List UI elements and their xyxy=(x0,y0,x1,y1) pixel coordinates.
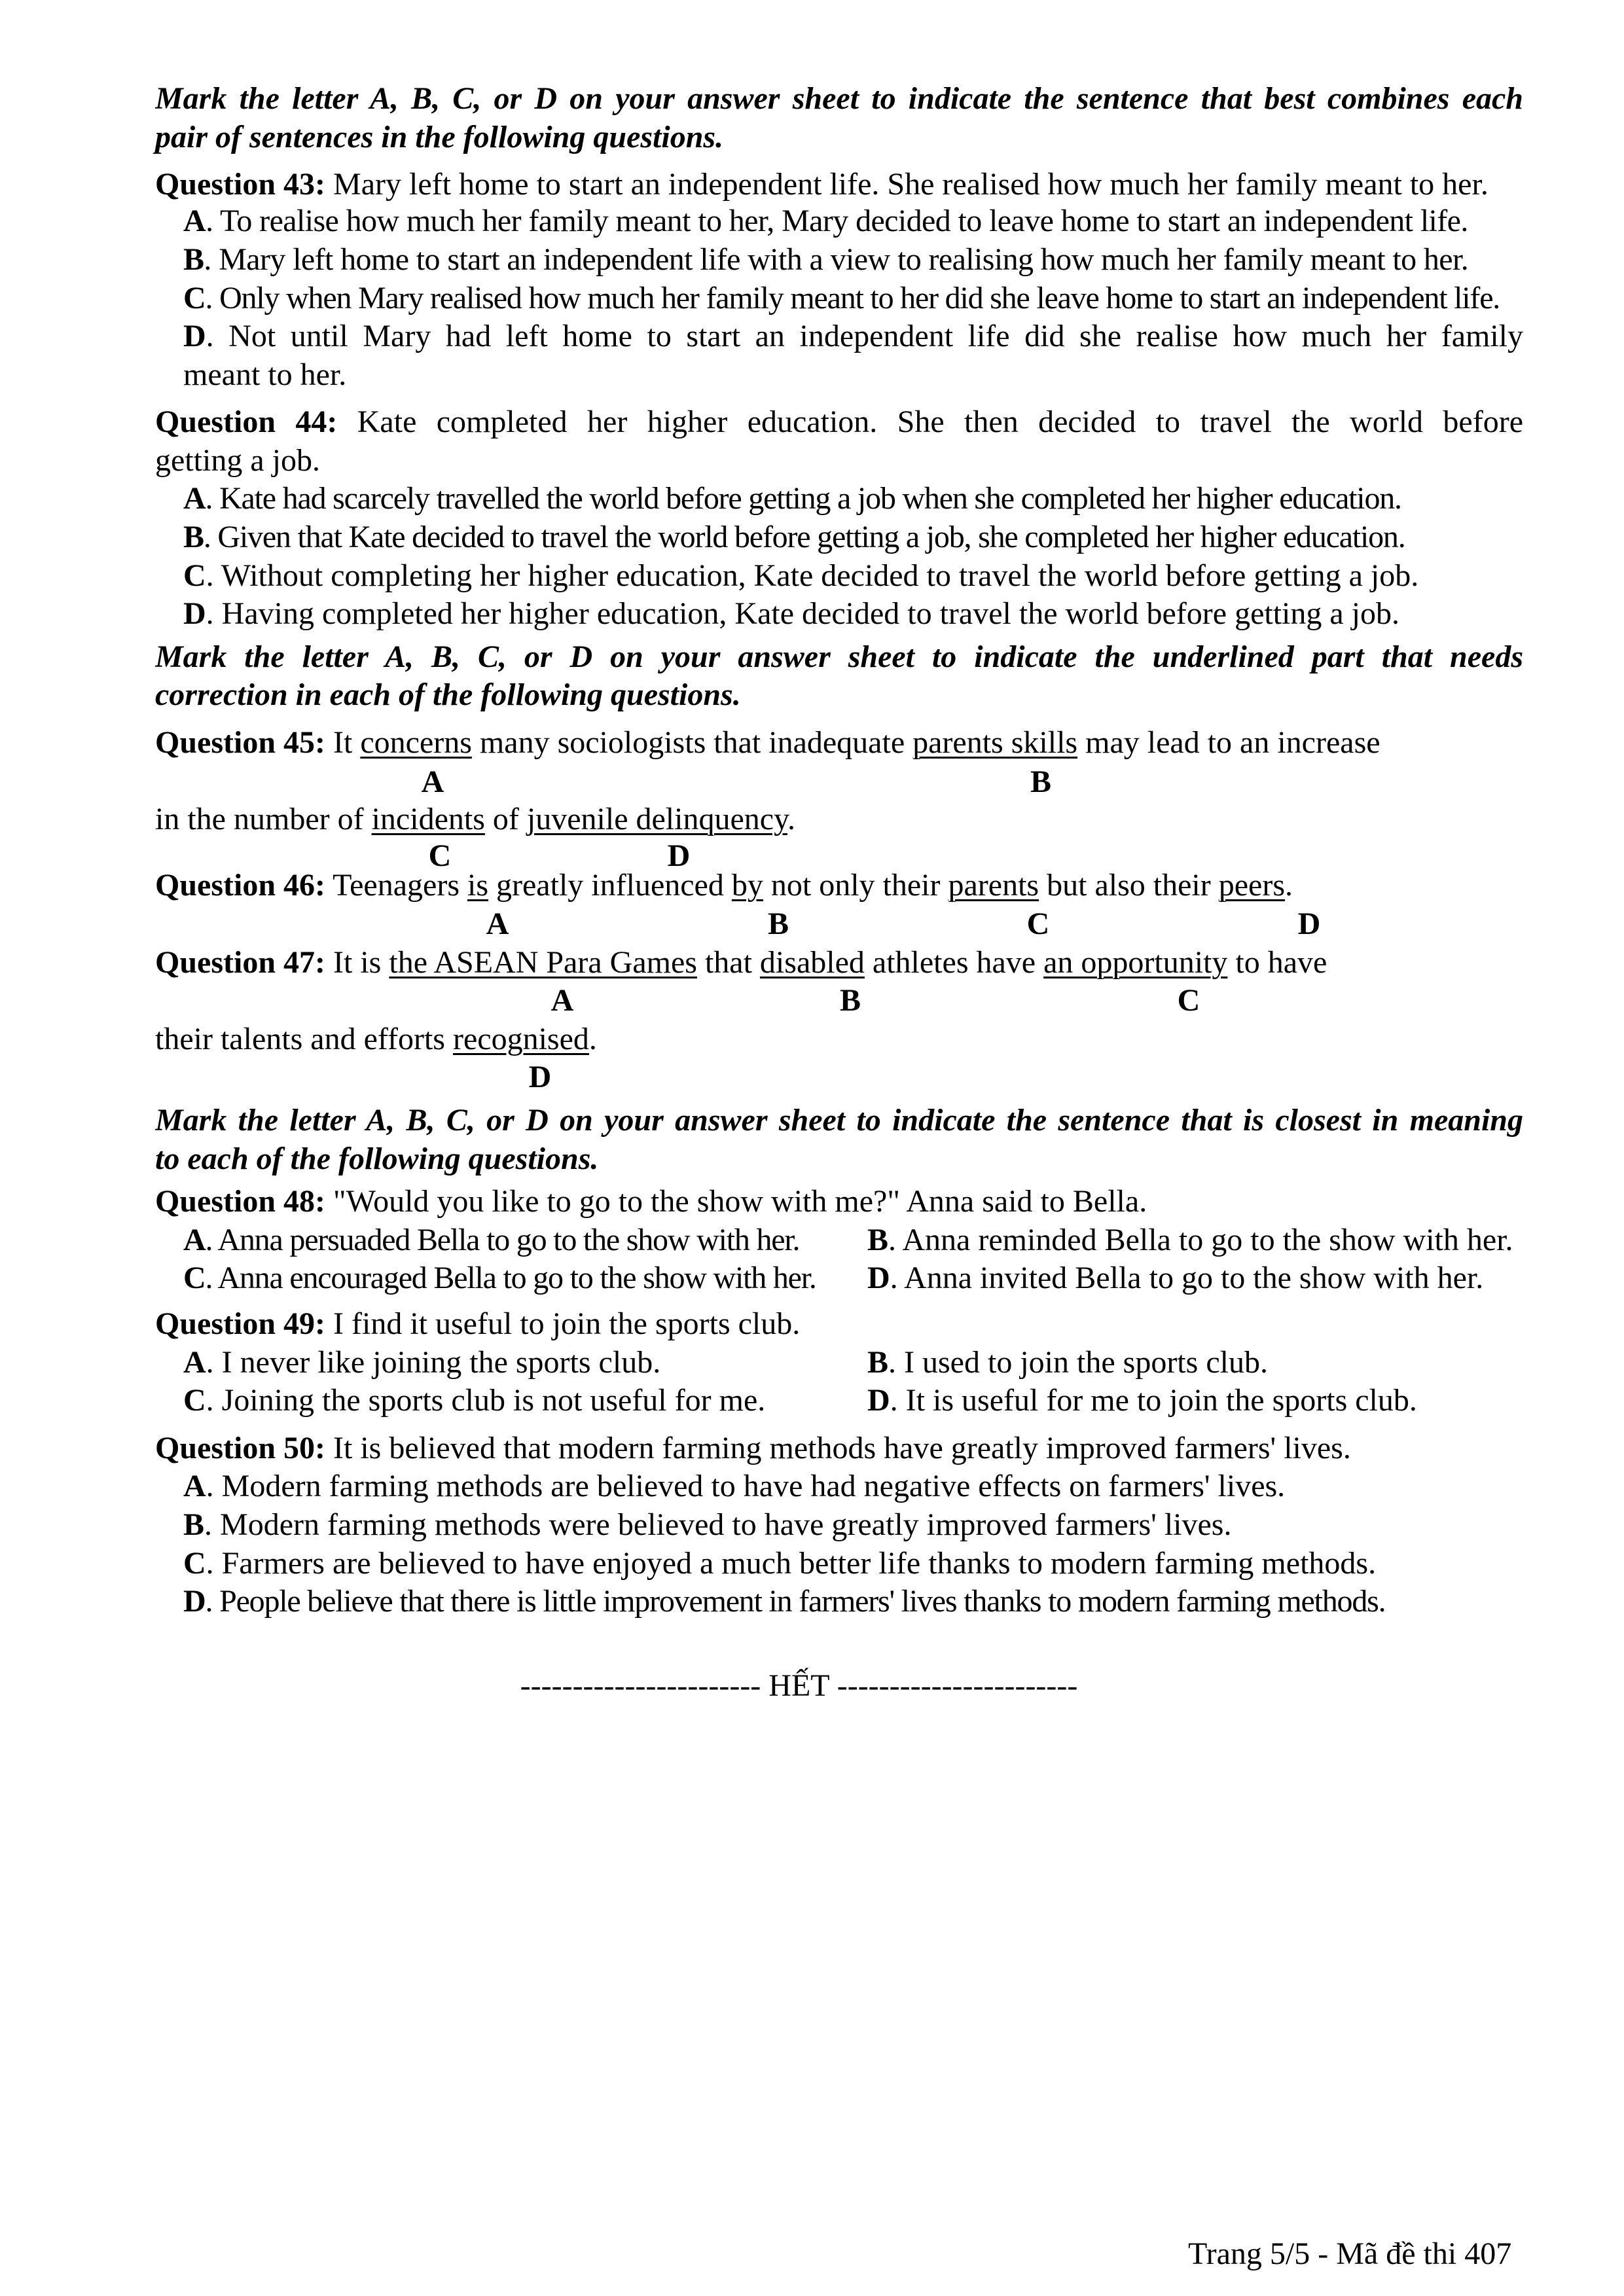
option-text: . Only when Mary realised how much her family meant to her did she leave home to start an independent life. xyxy=(205,281,1500,315)
mark-d: D xyxy=(528,1060,552,1094)
text: to have xyxy=(1227,945,1327,980)
option-letter: D xyxy=(183,1584,206,1619)
question-44-stem xyxy=(155,403,1523,442)
option-text: . Not until Mary had left home to start an independent life did she realise how much her family xyxy=(206,319,1523,353)
instruction-closest-meaning-line2: to each of the following questions. xyxy=(155,1141,599,1176)
option-letter: C xyxy=(183,558,206,593)
underlined-part-d: peers xyxy=(1218,868,1286,903)
text: but also their xyxy=(1039,868,1219,903)
question-44-label: Question 44: xyxy=(155,404,338,439)
question-48-option-b[interactable] xyxy=(867,1221,1513,1260)
option-letter: D xyxy=(867,1383,890,1418)
text: in the number of xyxy=(155,802,372,836)
instruction-combine-line2: pair of sentences in the following questions. xyxy=(155,120,724,154)
question-49-label: Question 49: xyxy=(155,1306,326,1341)
option-letter: C xyxy=(183,1261,206,1295)
question-48-option-c[interactable] xyxy=(183,1259,816,1298)
question-43-option-b[interactable] xyxy=(183,240,1468,279)
option-letter: A xyxy=(183,204,206,238)
option-letter: A xyxy=(183,1223,206,1257)
mark-a: A xyxy=(486,906,509,941)
underlined-part-a: concerns xyxy=(360,725,472,760)
question-49-option-a[interactable] xyxy=(183,1343,660,1382)
mark-d: D xyxy=(667,838,691,873)
underlined-part-c: incidents xyxy=(371,802,485,836)
question-50-text: It is believed that modern farming methods have greatly improved farmers' lives. xyxy=(325,1431,1351,1465)
text: of xyxy=(484,802,527,836)
option-letter: B xyxy=(183,520,204,554)
option-letter: D xyxy=(867,1261,890,1295)
question-44-text: Kate completed her higher education. She then decided to travel the world before xyxy=(337,404,1523,439)
option-text: . Anna encouraged Bella to go to the show with her. xyxy=(205,1261,816,1295)
text: many sociologists that inadequate xyxy=(471,725,913,760)
mark-c: C xyxy=(1177,983,1200,1018)
question-45-line1 xyxy=(155,723,1380,762)
question-46-line1 xyxy=(155,866,1293,905)
question-50-option-c[interactable] xyxy=(183,1544,1376,1583)
question-43-option-c[interactable] xyxy=(183,279,1500,318)
question-48-text: "Would you like to go to the show with me?" Anna said to Bella. xyxy=(325,1184,1147,1219)
text: . xyxy=(588,1022,597,1056)
text: athletes have xyxy=(864,945,1044,980)
question-47-label: Question 47: xyxy=(155,945,326,980)
option-text: . Mary left home to start an independent life with a view to realising how much her family meant to her. xyxy=(204,242,1469,277)
question-43-text: Mary left home to start an independent life. She realised how much her family meant to her. xyxy=(325,167,1489,202)
option-letter: C xyxy=(183,1383,206,1418)
text: greatly influenced xyxy=(488,868,732,903)
question-44-stem-continued: getting a job. xyxy=(155,443,320,478)
option-text: . Without completing her higher education, Kate decided to travel the world before getting a job. xyxy=(206,558,1419,593)
question-48-stem xyxy=(155,1182,1147,1221)
option-text: . Modern farming methods were believed to have greatly improved farmers' lives. xyxy=(204,1507,1232,1542)
option-text: . Anna persuaded Bella to go to the show with her. xyxy=(205,1223,800,1257)
question-44-option-a[interactable] xyxy=(183,479,1401,518)
question-44-option-d[interactable] xyxy=(183,594,1399,634)
instruction-correction-line1: Mark the letter A, B, C, or D on your answer sheet to indicate the underlined part that needs xyxy=(155,639,1523,674)
question-49-text: I find it useful to join the sports club. xyxy=(325,1306,801,1341)
text: their talents and efforts xyxy=(155,1022,453,1056)
option-text: . People believe that there is little improvement in farmers' lives thanks to modern farming methods. xyxy=(205,1584,1386,1619)
option-letter: C xyxy=(183,281,206,315)
text: Teenagers xyxy=(325,868,467,903)
mark-c: C xyxy=(428,838,452,873)
underlined-part-d: recognised xyxy=(452,1022,589,1056)
option-letter: A xyxy=(183,1469,206,1503)
mark-c: C xyxy=(1026,906,1050,941)
question-44-option-c[interactable] xyxy=(183,556,1418,596)
question-48-option-a[interactable] xyxy=(183,1221,799,1260)
question-43-option-d-continued: meant to her. xyxy=(183,357,347,392)
text: It is xyxy=(325,945,389,980)
question-49-stem xyxy=(155,1304,800,1344)
question-46-label: Question 46: xyxy=(155,868,326,903)
option-letter: D xyxy=(183,596,206,631)
option-text: . Given that Kate decided to travel the world before getting a job, she completed her higher education. xyxy=(203,520,1405,554)
option-text: . I never like joining the sports club. xyxy=(206,1345,661,1380)
underlined-part-c: parents xyxy=(948,868,1039,903)
question-50-option-d[interactable] xyxy=(183,1582,1385,1621)
option-text: . It is useful for me to join the sports club. xyxy=(890,1383,1417,1418)
option-text: . Kate had scarcely travelled the world before getting a job when she completed her higher education. xyxy=(205,481,1401,516)
option-letter: A xyxy=(183,481,206,516)
question-45-label: Question 45: xyxy=(155,725,326,760)
underlined-part-b: disabled xyxy=(759,945,865,980)
mark-b: B xyxy=(839,983,861,1018)
mark-a: A xyxy=(421,764,444,799)
option-letter: A xyxy=(183,1345,206,1380)
end-of-exam-marker: ----------------------- HẾT ----------------------- xyxy=(520,1668,1078,1703)
question-47-line1 xyxy=(155,943,1327,982)
text: that xyxy=(696,945,760,980)
text: may lead to an increase xyxy=(1077,725,1380,760)
question-43-stem xyxy=(155,165,1489,204)
question-43-option-d[interactable] xyxy=(183,317,1523,356)
underlined-part-b: by xyxy=(731,868,763,903)
underlined-part-c: an opportunity xyxy=(1043,945,1228,980)
option-text: . Having completed her higher education, Kate decided to travel the world before getting a job. xyxy=(206,596,1400,631)
option-text: . Joining the sports club is not useful for me. xyxy=(206,1383,766,1418)
question-50-label: Question 50: xyxy=(155,1431,326,1465)
mark-b: B xyxy=(767,906,789,941)
option-letter: B xyxy=(183,1507,205,1542)
question-50-option-a[interactable] xyxy=(183,1467,1285,1506)
mark-d: D xyxy=(1297,906,1321,941)
option-text: . Farmers are believed to have enjoyed a much better life thanks to modern farming methods. xyxy=(206,1546,1377,1581)
mark-a: A xyxy=(550,983,574,1018)
underlined-part-a: is xyxy=(467,868,489,903)
question-45-line2 xyxy=(155,800,795,839)
text: . xyxy=(1285,868,1293,903)
option-letter: C xyxy=(183,1546,206,1581)
question-49-option-c[interactable] xyxy=(183,1381,765,1420)
option-text: . To realise how much her family meant to her, Mary decided to leave home to start an independent life. xyxy=(206,204,1468,238)
question-49-option-d[interactable] xyxy=(867,1381,1417,1420)
instruction-combine-line1: Mark the letter A, B, C, or D on your answer sheet to indicate the sentence that best combines each xyxy=(155,81,1523,116)
underlined-part-b: parents skills xyxy=(912,725,1078,760)
option-letter: B xyxy=(183,242,204,277)
instruction-closest-meaning-line1: Mark the letter A, B, C, or D on your answer sheet to indicate the sentence that is closest in meaning xyxy=(155,1103,1523,1138)
question-43-label: Question 43: xyxy=(155,167,326,202)
question-44-option-b[interactable] xyxy=(183,518,1405,557)
question-50-option-b[interactable] xyxy=(183,1505,1231,1545)
question-48-option-d[interactable] xyxy=(867,1259,1483,1298)
instruction-correction-line2: correction in each of the following questions. xyxy=(155,677,741,712)
page-footer: Trang 5/5 - Mã đề thi 407 xyxy=(1188,2236,1512,2271)
option-text: . Anna reminded Bella to go to the show with her. xyxy=(888,1223,1513,1257)
question-43-option-a[interactable] xyxy=(183,202,1468,241)
text: It xyxy=(325,725,361,760)
option-letter: D xyxy=(183,319,206,353)
question-47-line2 xyxy=(155,1020,597,1059)
question-49-option-b[interactable] xyxy=(867,1343,1268,1382)
underlined-part-a: the ASEAN Para Games xyxy=(389,945,697,980)
option-letter: B xyxy=(867,1345,889,1380)
option-text: . I used to join the sports club. xyxy=(888,1345,1268,1380)
option-text: . Anna invited Bella to go to the show with her. xyxy=(890,1261,1484,1295)
option-letter: B xyxy=(867,1223,889,1257)
text: not only their xyxy=(763,868,948,903)
question-50-stem xyxy=(155,1429,1351,1468)
text: . xyxy=(787,802,795,836)
option-text: . Modern farming methods are believed to have had negative effects on farmers' lives. xyxy=(206,1469,1286,1503)
mark-b: B xyxy=(1030,764,1052,799)
question-48-label: Question 48: xyxy=(155,1184,326,1219)
underlined-part-d: juvenile delinquency xyxy=(526,802,787,836)
